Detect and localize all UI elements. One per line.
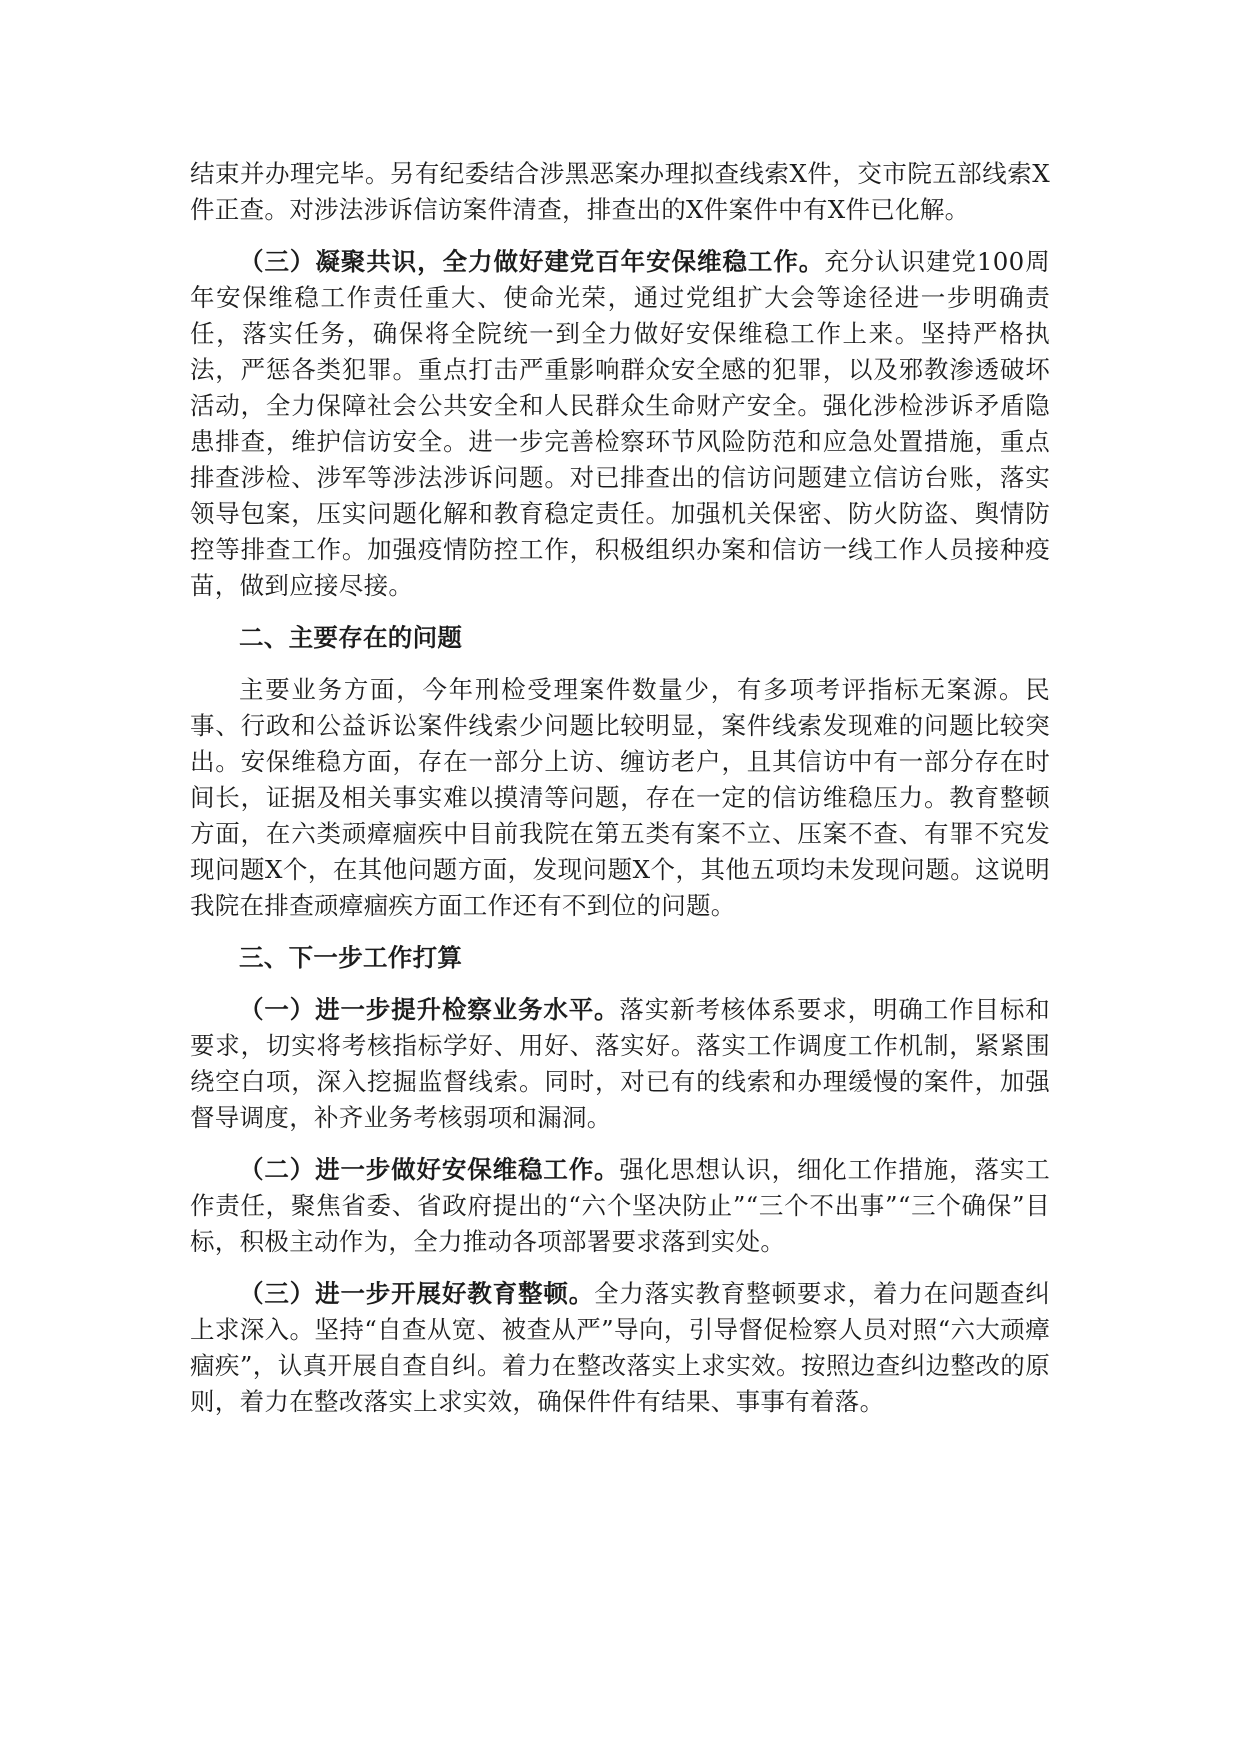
document-page — [190, 156, 1050, 1436]
paragraph-stability-body: 强化思想认识，细化工作措施，落实工作责任，聚焦省委、省政府提出的“六个坚决防止”“三个不出事”“三个确保”目标，积极主动作为，全力推动各项部署要求落到实处。 — [190, 1155, 1050, 1256]
paragraph-continuation: 结束并办理完毕。另有纪委结合涉黑恶案办理拟查线索X件，交市院五部线索X件正查。对涉法涉诉信访案件清查，排查出的X件案件中有X件已化解。 — [190, 159, 1050, 224]
subsection-title-business: （一）进一步提升检察业务水平。 — [239, 995, 620, 1024]
paragraph-stability-work — [190, 1152, 1050, 1260]
subsection-title-security: （三）凝聚共识，全力做好建党百年安保维稳工作。 — [239, 247, 825, 276]
paragraph-problems: 主要业务方面，今年刑检受理案件数量少，有多项考评指标无案源。民事、行政和公益诉讼案件线索少问题比较明显，案件线索发现难的问题比较突出。安保维稳方面，存在一部分上访、缠访老户，且其信访中有一部分存在时间长，证据及相关事实难以摸清等问题，存在一定的信访维稳压力。教育整顿方面，在六类顽瘴痼疾中目前我院在第五类有案不立、压案不查、有罪不究发现问题X个，在其他问题方面，发现问题X个，其他五项均未发现问题。这说明我院在排查顽瘴痼疾方面工作还有不到位的问题。 — [190, 675, 1050, 920]
paragraph-security-body: 充分认识建党100周年安保维稳工作责任重大、使命光荣，通过党组扩大会等途径进一步明确责任，落实任务，确保将全院统一到全力做好安保维稳工作上来。坚持严格执法，严惩各类犯罪。重点打击严重影响群众安全感的犯罪，以及邪教渗透破坏活动，全力保障社会公共安全和人民群众生命财产安全。强化涉检涉诉矛盾隐患排查，维护信访安全。进一步完善检察环节风险防范和应急处置措施，重点排查涉检、涉军等涉法涉诉问题。对已排查出的信访问题建立信访台账，落实领导包案，压实问题化解和教育稳定责任。加强机关保密、防火防盗、舆情防控等排查工作。加强疫情防控工作，积极组织办案和信访一线工作人员接种疫苗，做到应接尽接。 — [190, 247, 1050, 600]
paragraph-education-body: 全力落实教育整顿要求，着力在问题查纠上求深入。坚持“自查从宽、被查从严”导向，引导督促检察人员对照“六大顽瘴痼疾”，认真开展自查自纠。着力在整改落实上求实效。按照边查纠边整改的原则，着力在整改落实上求实效，确保件件有结果、事事有着落。 — [190, 1279, 1050, 1416]
paragraph-business-body: 落实新考核体系要求，明确工作目标和要求，切实将考核指标学好、用好、落实好。落实工作调度工作机制，紧紧围绕空白项，深入挖掘监督线索。同时，对已有的线索和办理缓慢的案件，加强督导调度，补齐业务考核弱项和漏洞。 — [190, 995, 1050, 1132]
paragraph-business-level — [190, 992, 1050, 1136]
section-heading-problems: 二、主要存在的问题 — [239, 623, 463, 652]
subsection-title-education: （三）进一步开展好教育整顿。 — [239, 1279, 595, 1308]
section-heading-next-steps: 三、下一步工作打算 — [239, 943, 463, 972]
paragraph-education-rectification — [190, 1276, 1050, 1420]
subsection-title-stability: （二）进一步做好安保维稳工作。 — [239, 1155, 620, 1184]
paragraph-security-work — [190, 244, 1050, 604]
